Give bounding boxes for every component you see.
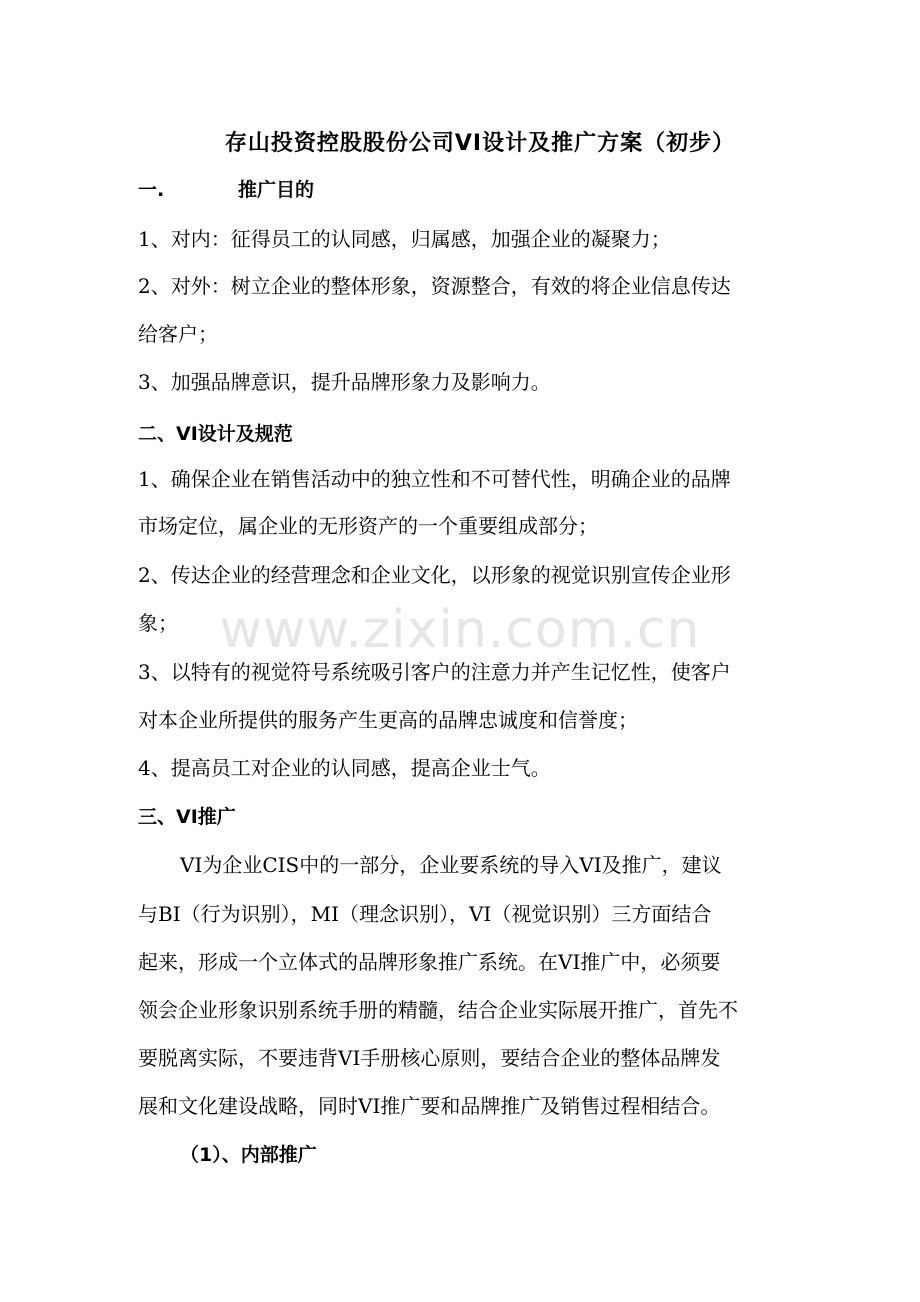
section1-heading [138,175,314,205]
section2-item-3: 3、以特有的视觉符号系统吸引客户的注意力并产生记忆性，使客户 [138,660,731,684]
section3-paragraph-line-2: 与BI（行为识别），MI（理念识别），VI（视觉识别）三方面结合 [138,902,712,926]
section3-paragraph-line-6: 展和文化建设战略，同时VI推广要和品牌推广及销售过程相结合。 [138,1094,721,1118]
section2-item-4: 4、提高员工对企业的认同感，提高企业士气。 [138,756,551,780]
section2-item-2: 2、传达企业的经营理念和企业文化，以形象的视觉识别宣传企业形 [138,563,731,587]
document-title: 存山投资控股股份公司VI设计及推广方案（初步） [224,131,736,156]
section3-paragraph-line-3: 起来，形成一个立体式的品牌形象推广系统。在VI推广中，必须要 [138,950,721,974]
section3-subheading: （1）、内部推广 [180,1144,317,1166]
section3-paragraph-line-5: 要脱离实际，不要违背VI手册核心原则，要结合企业的整体品牌发 [138,1046,721,1070]
section1-item-3: 3、加强品牌意识，提升品牌形象力及影响力。 [138,370,551,394]
section2-item-1-cont: 市场定位，属企业的无形资产的一个重要组成部分； [138,514,598,538]
section3-paragraph-line-4: 领会企业形象识别系统手册的精髓，结合企业实际展开推广，首先不 [138,998,738,1022]
section1-number: 一. [138,179,165,201]
section1-heading-text: 推广目的 [238,179,315,201]
section1-item-2-cont: 给客户； [138,322,218,346]
section2-item-3-cont: 对本企业所提供的服务产生更高的品牌忠诚度和信誉度； [138,708,638,732]
section3-paragraph-line-1: VI为企业CIS中的一部分，企业要系统的导入VI及推广，建议 [180,853,722,877]
section1-item-2: 2、对外：树立企业的整体形象，资源整合，有效的将企业信息传达 [138,274,731,298]
section2-item-1: 1、确保企业在销售活动中的独立性和不可替代性，明确企业的品牌 [138,467,731,491]
section2-heading: 二、VI设计及规范 [138,423,293,445]
section1-item-1: 1、对内：征得员工的认同感，归属感，加强企业的凝聚力； [138,227,671,251]
section3-heading: 三、VI推广 [138,806,236,828]
watermark: www.zixin.com.cn [219,600,701,660]
section2-item-2-cont: 象； [138,611,178,635]
